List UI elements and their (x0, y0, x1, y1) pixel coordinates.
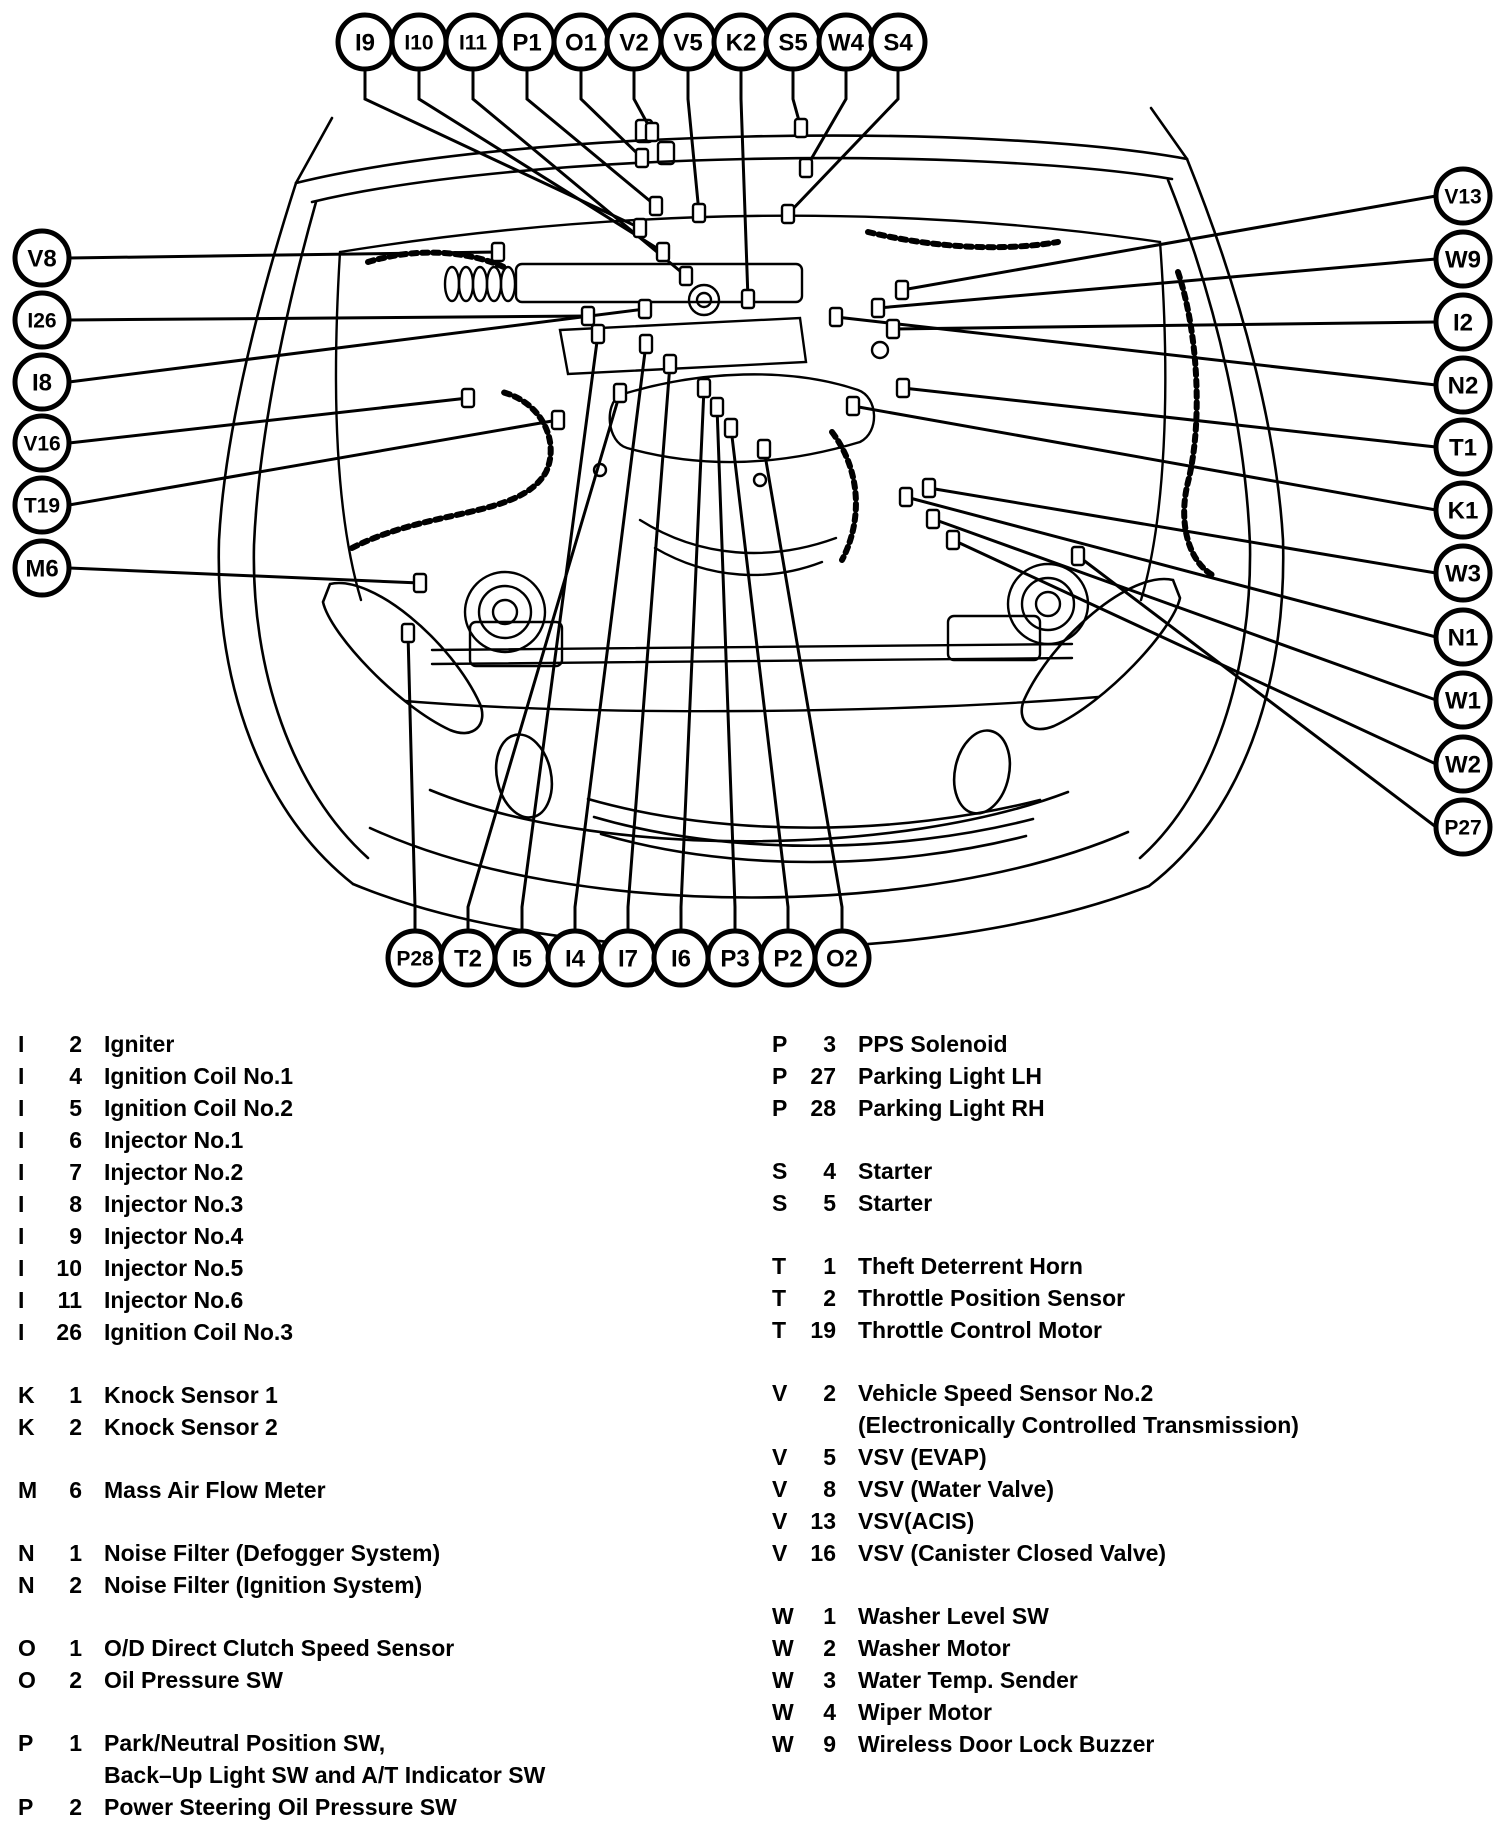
callout-I8 (15, 355, 69, 409)
legend-code-letter: O (18, 1667, 36, 1693)
legend-code-letter: I (18, 1063, 25, 1089)
legend-code-number: 28 (810, 1095, 836, 1121)
legend-code-number: 9 (69, 1223, 82, 1249)
legend-group-0-0 (18, 1028, 760, 1348)
callout-W1 (1436, 673, 1490, 727)
callout-text-V16: V16 (23, 432, 61, 456)
legend-item-P2 (18, 1791, 760, 1823)
legend-column-left (18, 1028, 760, 1844)
connector-symbol-I4 (640, 335, 652, 353)
legend-component-name: Injector No.4 (104, 1223, 244, 1249)
callout-I11 (446, 15, 500, 69)
legend-group-0-5 (18, 1727, 760, 1823)
legend-item-M6 (18, 1474, 760, 1506)
legend-item-T2 (772, 1282, 1496, 1314)
legend-item-N2 (18, 1569, 760, 1601)
legend-code-letter: W (772, 1731, 794, 1757)
connector-symbol-I26 (582, 307, 594, 325)
legend-group-1-2 (772, 1250, 1496, 1346)
legend-item-W9 (772, 1728, 1496, 1760)
legend-code-letter: V (772, 1476, 788, 1502)
legend-component-name: Parking Light RH (858, 1095, 1045, 1121)
callout-text-N1: N1 (1447, 624, 1479, 652)
legend-item-T19 (772, 1314, 1496, 1346)
connector-symbol-P3 (711, 398, 723, 416)
legend-component-name: Ignition Coil No.3 (104, 1319, 294, 1345)
connector-symbol-V2 (646, 123, 658, 141)
car-body-outline (219, 108, 1283, 949)
legend-code-letter: N (18, 1540, 35, 1566)
legend-code-letter: W (772, 1603, 794, 1629)
legend-component-name: VSV (Canister Closed Valve) (858, 1540, 1167, 1566)
connector-symbol-V16 (462, 389, 474, 407)
legend-component-name-continued: Back–Up Light SW and A/T Indicator SW (104, 1762, 546, 1788)
callout-text-N2: N2 (1447, 372, 1479, 400)
legend-code-number: 11 (57, 1287, 82, 1313)
leader-line-M6 (69, 568, 420, 583)
callout-text-I5: I5 (511, 945, 533, 973)
legend-code-number: 5 (823, 1190, 836, 1216)
legend-code-letter: I (18, 1287, 25, 1313)
legend-item-W4 (772, 1696, 1496, 1728)
callout-text-W2: W2 (1445, 751, 1481, 779)
legend-code-letter: I (18, 1159, 25, 1185)
legend-code-number: 2 (823, 1285, 836, 1311)
legend-code-number: 19 (810, 1317, 836, 1343)
callout-text-M6: M6 (25, 555, 59, 583)
callout-text-I26: I26 (27, 309, 57, 333)
callout-text-O2: O2 (825, 945, 859, 973)
legend-item-P1 (18, 1727, 760, 1759)
connector-symbol-P27 (1072, 547, 1084, 565)
legend-code-letter: V (772, 1380, 788, 1406)
connector-symbol-W1 (927, 510, 939, 528)
callout-W4 (819, 15, 873, 69)
legend-component-name: Igniter (104, 1031, 175, 1057)
legend-item-I10 (18, 1252, 760, 1284)
callout-text-W1: W1 (1445, 687, 1481, 715)
callout-text-S4: S4 (883, 29, 913, 57)
legend-component-name: VSV (Water Valve) (858, 1476, 1055, 1502)
legend-component-name: Water Temp. Sender (858, 1667, 1078, 1693)
legend-code-number: 9 (823, 1731, 836, 1757)
connector-symbol-K2 (742, 290, 754, 308)
legend-component-name: Ignition Coil No.1 (104, 1063, 294, 1089)
callout-I10 (392, 15, 446, 69)
legend-component-name: Vehicle Speed Sensor No.2 (858, 1380, 1154, 1406)
legend-component-name: Injector No.6 (104, 1287, 244, 1313)
callout-T19 (15, 478, 69, 532)
legend-item-V8 (772, 1473, 1496, 1505)
legend-group-0-1 (18, 1379, 760, 1443)
legend-component-name: Noise Filter (Defogger System) (104, 1540, 441, 1566)
leader-line-T19 (69, 420, 558, 505)
legend-item-P3 (772, 1028, 1496, 1060)
callout-W2 (1436, 737, 1490, 791)
connector-symbol-V5 (693, 204, 705, 222)
legend-code-number: 5 (69, 1095, 82, 1121)
legend-item-N1 (18, 1537, 760, 1569)
legend-component-name: Power Steering Oil Pressure SW (104, 1794, 457, 1820)
leader-line-P27 (1078, 556, 1436, 827)
connector-symbol-I10 (657, 243, 669, 261)
connector-symbol-S4 (782, 205, 794, 223)
callout-text-T19: T19 (23, 494, 61, 518)
leader-line-V13 (902, 196, 1436, 290)
connector-symbol-P1 (650, 197, 662, 215)
legend-code-number: 2 (823, 1635, 836, 1661)
legend-component-name: Injector No.5 (104, 1255, 244, 1281)
legend-item-I7 (18, 1156, 760, 1188)
connector-symbol-I6 (698, 379, 710, 397)
legend-code-letter: S (772, 1190, 788, 1216)
legend-code-number: 2 (69, 1667, 82, 1693)
legend-item-P27 (772, 1060, 1496, 1092)
callout-N1 (1436, 610, 1490, 664)
legend-code-letter: I (18, 1255, 25, 1281)
legend-code-letter: T (772, 1253, 787, 1279)
legend-item-V2 (772, 1377, 1496, 1409)
callout-text-S5: S5 (778, 29, 808, 57)
legend-code-number: 2 (69, 1794, 82, 1820)
legend-component-name: Parking Light LH (858, 1063, 1042, 1089)
legend-code-letter: I (18, 1095, 25, 1121)
legend-code-letter: V (772, 1540, 788, 1566)
callout-T2 (441, 931, 495, 985)
legend-code-number: 4 (69, 1063, 82, 1089)
leader-line-S4 (788, 69, 898, 214)
legend-component-name: Starter (858, 1158, 933, 1184)
legend-column-right (772, 1028, 1496, 1791)
legend-code-number: 16 (810, 1540, 836, 1566)
callout-V5 (661, 15, 715, 69)
leader-line-I6 (681, 388, 704, 931)
legend-code-number: 2 (69, 1414, 82, 1440)
callout-text-P1: P1 (512, 29, 542, 57)
connector-symbol-O1 (636, 149, 648, 167)
legend-component-name: Wireless Door Lock Buzzer (858, 1731, 1155, 1757)
callout-P3 (708, 931, 762, 985)
connector-symbol-M6 (414, 574, 426, 592)
legend-item-S4 (772, 1155, 1496, 1187)
leader-line-I26 (69, 316, 588, 320)
callout-I7 (601, 931, 655, 985)
legend-item-P28 (772, 1092, 1496, 1124)
legend-code-letter: I (18, 1319, 25, 1345)
leader-line-P2 (731, 428, 788, 931)
callout-text-W3: W3 (1445, 560, 1481, 588)
callout-text-V13: V13 (1444, 185, 1482, 209)
callout-P2 (761, 931, 815, 985)
connector-symbol-I5 (592, 325, 604, 343)
legend-code-number: 8 (823, 1476, 836, 1502)
legend-component-name: Ignition Coil No.2 (104, 1095, 294, 1121)
legend-code-number: 3 (823, 1667, 836, 1693)
legend-code-number: 1 (823, 1253, 836, 1279)
legend-group-1-3 (772, 1377, 1496, 1569)
legend-code-letter: P (18, 1730, 34, 1756)
callout-labels (15, 15, 1490, 985)
legend-code-letter: V (772, 1508, 788, 1534)
legend-code-letter: M (18, 1477, 38, 1503)
callout-P27 (1436, 800, 1490, 854)
connector-symbol-V8 (492, 243, 504, 261)
legend-component-name: Throttle Control Motor (858, 1317, 1103, 1343)
connector-symbol-I8 (639, 300, 651, 318)
callout-P1 (500, 15, 554, 69)
legend-code-letter: N (18, 1572, 35, 1598)
callout-V13 (1436, 169, 1490, 223)
legend-group-0-4 (18, 1632, 760, 1696)
legend-group-1-0 (772, 1028, 1496, 1124)
legend-code-number: 6 (69, 1127, 82, 1153)
legend-code-number: 5 (823, 1444, 836, 1470)
callout-text-I11: I11 (458, 31, 488, 55)
connector-symbol-V13 (896, 281, 908, 299)
callout-I2 (1436, 295, 1490, 349)
legend-item-K1 (18, 1379, 760, 1411)
callout-V2 (607, 15, 661, 69)
callout-I5 (495, 931, 549, 985)
legend-component-name: Park/Neutral Position SW, (104, 1730, 386, 1756)
legend-code-letter: T (772, 1317, 787, 1343)
legend-component-name: Starter (858, 1190, 933, 1216)
legend-item-W3 (772, 1664, 1496, 1696)
legend-item-I26 (18, 1316, 760, 1348)
legend-code-letter: S (772, 1158, 788, 1184)
legend-code-letter: P (772, 1031, 788, 1057)
legend-code-letter: W (772, 1699, 794, 1725)
callout-K1 (1436, 483, 1490, 537)
callout-S4 (871, 15, 925, 69)
legend-component-name: Injector No.3 (104, 1191, 244, 1217)
connector-symbol-N1 (900, 488, 912, 506)
legend-code-number: 4 (823, 1699, 836, 1725)
legend-group-0-3 (18, 1537, 760, 1601)
legend-item-I4 (18, 1060, 760, 1092)
connector-symbol-I7 (664, 355, 676, 373)
callout-O2 (815, 931, 869, 985)
connector-symbol-W9 (872, 299, 884, 317)
legend-code-letter: W (772, 1667, 794, 1693)
connector-symbol-W3 (923, 479, 935, 497)
connector-symbol-I9 (634, 219, 646, 237)
callout-text-P3: P3 (720, 945, 750, 973)
legend-component-name: O/D Direct Clutch Speed Sensor (104, 1635, 455, 1661)
legend-component-name: Theft Deterrent Horn (858, 1253, 1083, 1279)
connector-symbol-P2 (725, 419, 737, 437)
legend-code-number: 8 (69, 1191, 82, 1217)
legend-component-name: VSV(ACIS) (858, 1508, 975, 1534)
engine-details (336, 120, 1165, 711)
callout-text-O1: O1 (564, 29, 598, 57)
leader-line-V5 (688, 69, 699, 213)
legend-component-name: Throttle Position Sensor (858, 1285, 1126, 1311)
leader-line-K1 (853, 406, 1436, 510)
callout-K2 (714, 15, 768, 69)
legend-component-name-continued: (Electronically Controlled Transmission) (858, 1412, 1299, 1438)
legend-code-letter: V (772, 1444, 788, 1470)
legend-code-number: 6 (69, 1477, 82, 1503)
connector-symbol-K1 (847, 397, 859, 415)
leader-line-W4 (806, 69, 846, 168)
callout-text-K1: K1 (1447, 497, 1479, 525)
connector-symbol-P28 (402, 624, 414, 642)
legend-code-number: 26 (56, 1319, 82, 1345)
callout-V16 (15, 416, 69, 470)
legend-code-number: 2 (69, 1031, 82, 1057)
legend-component-name: Oil Pressure SW (104, 1667, 283, 1693)
callout-text-P2: P2 (773, 945, 803, 973)
legend-code-letter: P (772, 1063, 788, 1089)
legend-component-name: Washer Level SW (858, 1603, 1049, 1629)
callout-text-I4: I4 (564, 945, 586, 973)
callout-text-P28: P28 (396, 947, 434, 971)
harness-lines (352, 232, 1214, 576)
legend-code-number: 1 (69, 1730, 82, 1756)
legend-item-I9 (18, 1220, 760, 1252)
legend-code-letter: I (18, 1127, 25, 1153)
callout-O1 (554, 15, 608, 69)
callout-text-V5: V5 (673, 29, 703, 57)
connector-symbol-I11 (680, 267, 692, 285)
callout-I9 (338, 15, 392, 69)
legend-component-name: Injector No.2 (104, 1159, 244, 1185)
legend-code-number: 1 (69, 1635, 82, 1661)
callout-text-T2: T2 (453, 945, 483, 973)
connector-symbol-N2 (830, 308, 842, 326)
callout-V8 (15, 231, 69, 285)
legend-code-number: 7 (69, 1159, 82, 1185)
legend-code-letter: K (18, 1382, 35, 1408)
legend-component-name: Knock Sensor 1 (104, 1382, 278, 1408)
legend-code-number: 4 (823, 1158, 836, 1184)
callout-text-I2: I2 (1452, 309, 1474, 337)
legend-code-letter: O (18, 1635, 36, 1661)
callout-text-I6: I6 (670, 945, 692, 973)
legend-code-letter: T (772, 1285, 787, 1311)
legend-component-name: Knock Sensor 2 (104, 1414, 278, 1440)
connector-symbol-T19 (552, 411, 564, 429)
legend-item-I8 (18, 1188, 760, 1220)
legend-code-letter: P (772, 1095, 788, 1121)
legend-group-1-1 (772, 1155, 1496, 1219)
legend-code-letter: I (18, 1191, 25, 1217)
connector-symbol-W2 (947, 531, 959, 549)
legend-code-number: 2 (69, 1572, 82, 1598)
legend-group-1-4 (772, 1600, 1496, 1760)
callout-W3 (1436, 546, 1490, 600)
callout-text-K2: K2 (725, 29, 757, 57)
legend-component-name: PPS Solenoid (858, 1031, 1008, 1057)
callout-text-I9: I9 (354, 29, 376, 57)
callout-T1 (1436, 420, 1490, 474)
callout-N2 (1436, 358, 1490, 412)
leader-line-P3 (717, 407, 735, 931)
legend-code-number: 10 (56, 1255, 82, 1281)
connector-symbol-T1 (897, 379, 909, 397)
callout-text-V8: V8 (27, 245, 57, 273)
callout-text-I10: I10 (404, 31, 434, 55)
callout-M6 (15, 541, 69, 595)
legend-code-letter: W (772, 1635, 794, 1661)
legend-component-name: Noise Filter (Ignition System) (104, 1572, 423, 1598)
legend-code-number: 1 (69, 1382, 82, 1408)
legend-item-I6 (18, 1124, 760, 1156)
connector-symbol-O2 (758, 440, 770, 458)
legend-item-K2 (18, 1411, 760, 1443)
legend-component-name: Injector No.1 (104, 1127, 244, 1153)
leader-line-W9 (878, 259, 1436, 308)
legend-code-letter: K (18, 1414, 35, 1440)
callout-text-W9: W9 (1445, 246, 1481, 274)
legend-item-W1 (772, 1600, 1496, 1632)
legend-component-name: VSV (EVAP) (858, 1444, 987, 1470)
callout-text-P27: P27 (1444, 816, 1482, 840)
legend-item-V16 (772, 1537, 1496, 1569)
legend-code-number: 27 (810, 1063, 836, 1089)
callout-S5 (766, 15, 820, 69)
connector-symbol-W4 (800, 159, 812, 177)
legend-code-number: 3 (823, 1031, 836, 1057)
legend-code-letter: I (18, 1223, 25, 1249)
legend-item-V5 (772, 1441, 1496, 1473)
callout-text-T1: T1 (1448, 434, 1478, 462)
connector-symbol-T2 (614, 384, 626, 402)
legend-component-name: Mass Air Flow Meter (104, 1477, 326, 1503)
legend-code-number: 1 (823, 1603, 836, 1629)
legend-code-letter: P (18, 1794, 34, 1820)
legend-item-O1 (18, 1632, 760, 1664)
leader-line-P28 (408, 633, 415, 931)
legend-item-W2 (772, 1632, 1496, 1664)
callout-text-I7: I7 (617, 945, 639, 973)
callout-text-I8: I8 (31, 369, 53, 397)
legend-code-number: 1 (69, 1540, 82, 1566)
callout-text-V2: V2 (619, 29, 649, 57)
legend-item-I5 (18, 1092, 760, 1124)
legend-item-S5 (772, 1187, 1496, 1219)
callout-text-W4: W4 (828, 29, 864, 57)
legend-code-letter: I (18, 1031, 25, 1057)
legend-item-I11 (18, 1284, 760, 1316)
legend-component-name: Washer Motor (858, 1635, 1011, 1661)
connector-symbol-S5 (795, 119, 807, 137)
legend-component-name: Wiper Motor (858, 1699, 992, 1725)
legend-item-T1 (772, 1250, 1496, 1282)
leader-lines (69, 69, 1436, 931)
callout-I26 (15, 293, 69, 347)
callout-W9 (1436, 232, 1490, 286)
leader-line-T1 (903, 388, 1436, 447)
callout-I6 (654, 931, 708, 985)
legend-item-O2 (18, 1664, 760, 1696)
legend-code-number: 2 (823, 1380, 836, 1406)
connector-symbol-I2 (887, 320, 899, 338)
callout-I4 (548, 931, 602, 985)
legend-code-number: 13 (810, 1508, 836, 1534)
legend-group-0-2 (18, 1474, 760, 1506)
leader-line-O2 (764, 449, 842, 931)
legend-item-V13 (772, 1505, 1496, 1537)
legend-item-I2 (18, 1028, 760, 1060)
callout-P28 (388, 931, 442, 985)
